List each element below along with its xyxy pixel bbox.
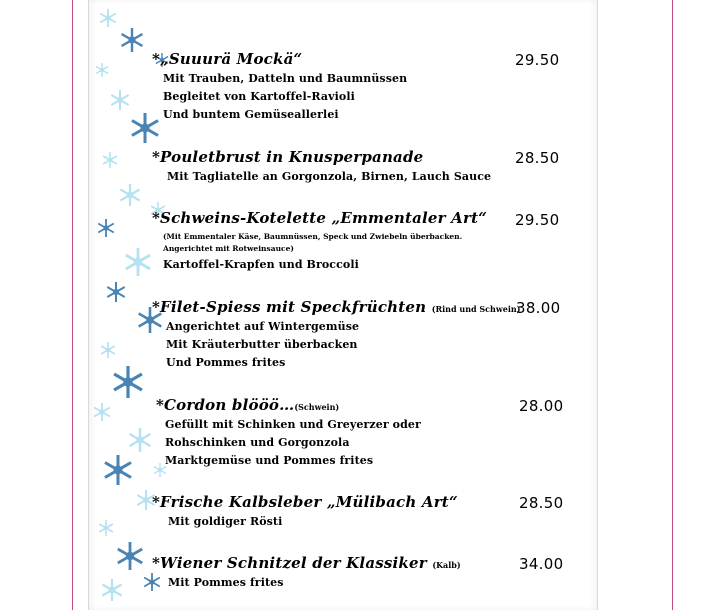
dish-title bbox=[156, 396, 339, 414]
dish-price: 28.50 bbox=[519, 494, 564, 512]
dish-tag: (Kalb) bbox=[432, 560, 461, 570]
dish-price: 29.50 bbox=[515, 51, 560, 69]
snowflake-icon bbox=[94, 403, 110, 421]
dish-description: Mit Kräuterbutter überbacken bbox=[166, 338, 358, 351]
page-frame-left bbox=[72, 0, 73, 610]
snowflake-icon bbox=[130, 428, 151, 452]
snowflake-icon bbox=[105, 455, 131, 485]
snowflake-icon bbox=[100, 9, 116, 27]
snowflake-icon bbox=[98, 219, 114, 237]
snowflake-icon bbox=[96, 63, 108, 77]
dish-description: Angerichtet auf Wintergemüse bbox=[166, 320, 360, 333]
dish-description: Marktgemüse und Pommes frites bbox=[165, 454, 374, 467]
dish-description: Gefüllt mit Schinken und Greyerzer oder bbox=[165, 418, 421, 431]
dish-title: *Frische Kalbsleber „Mülibach Art“ bbox=[152, 493, 458, 511]
dish-title-text: *Cordon blööö… bbox=[156, 396, 295, 414]
snowflake-icon bbox=[114, 366, 142, 398]
dish-description: Mit Tagliatelle an Gorgonzola, Birnen, Lauch Sauce bbox=[167, 170, 492, 183]
dish-title-text: *Wiener Schnitzel der Klassiker bbox=[152, 554, 427, 572]
snowflake-icon bbox=[132, 113, 158, 143]
snowflake-icon bbox=[144, 573, 160, 591]
snowflake-icon bbox=[111, 90, 128, 110]
snowflake-icon bbox=[126, 248, 150, 276]
snowflake-icon bbox=[99, 520, 113, 536]
snowflake-icon bbox=[103, 152, 117, 168]
dish-title: *Schweins-Kotelette „Emmentaler Art“ bbox=[152, 209, 488, 227]
dish-description: Kartoffel-Krapfen und Broccoli bbox=[163, 258, 359, 271]
dish-title bbox=[152, 554, 461, 572]
dish-price: 28.00 bbox=[519, 397, 564, 415]
dish-title-text: *Filet-Spiess mit Speckfrüchten bbox=[152, 298, 427, 316]
snowflake-icon bbox=[102, 579, 121, 601]
snowflake-icon bbox=[107, 282, 124, 302]
dish-price: 34.00 bbox=[519, 555, 564, 573]
dish-price: 29.50 bbox=[515, 211, 560, 229]
dish-title bbox=[152, 298, 520, 316]
dish-note: (Mit Emmentaler Käse, Baumnüssen, Speck und Zwiebeln überbacken. bbox=[163, 232, 463, 241]
dish-description: Mit goldiger Rösti bbox=[168, 515, 283, 528]
dish-tag: (Schwein) bbox=[294, 402, 340, 412]
snowflake-icon bbox=[122, 28, 143, 52]
dish-description: Mit Trauben, Datteln und Baumnüssen bbox=[163, 72, 408, 85]
dish-tag: (Rind und Schwein) bbox=[431, 304, 521, 314]
snowflake-icon bbox=[118, 542, 142, 570]
dish-price: 28.50 bbox=[515, 149, 560, 167]
dish-description: Mit Pommes frites bbox=[168, 576, 284, 589]
dish-title: *Pouletbrust in Knusperpanade bbox=[152, 148, 424, 166]
dish-description: Rohschinken und Gorgonzola bbox=[165, 436, 350, 449]
dish-description: Begleitet von Kartoffel-Ravioli bbox=[163, 90, 355, 103]
snowflake-icon bbox=[101, 342, 115, 358]
dish-description: Und buntem Gemüseallerlei bbox=[163, 108, 339, 121]
dish-description: Und Pommes frites bbox=[166, 356, 286, 369]
dish-note: Angerichtet mit Rotweinsauce) bbox=[163, 244, 294, 253]
dish-price: 38.00 bbox=[516, 299, 561, 317]
dish-title: *„Suuurä Mockä“ bbox=[152, 50, 303, 68]
page-frame-right bbox=[672, 0, 673, 610]
snowflake-icon bbox=[120, 184, 139, 206]
